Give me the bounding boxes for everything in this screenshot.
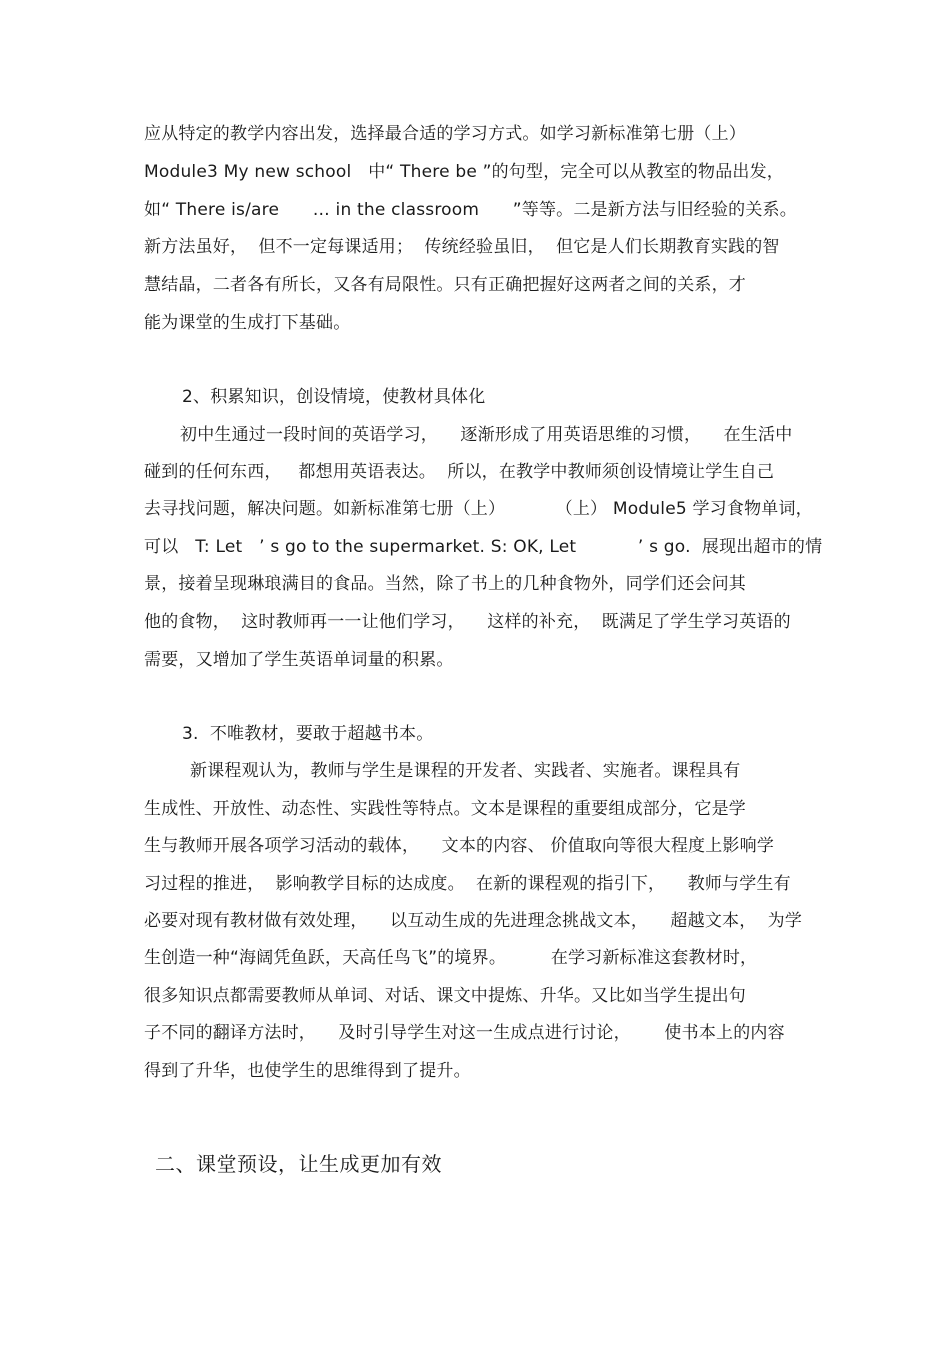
paragraph-line: 必要对现有教材做有效处理， 以互动生成的先进理念挑战文本， 超越文本， 为学: [144, 911, 803, 931]
paragraph-line: 初中生通过一段时间的英语学习， 逐渐形成了用英语思维的习惯， 在生活中: [180, 425, 793, 445]
paragraph-line: 碰到的任何东西， 都想用英语表达。 所以，在教学中教师须创设情境让学生自己: [144, 462, 775, 482]
paragraph-line: 新课程观认为，教师与学生是课程的开发者、实践者、实施者。课程具有: [190, 761, 741, 781]
paragraph-line: Module3 My new school 中“ There be ”的句型，完全可以从教室的物品出发，: [144, 162, 784, 182]
paragraph-line: 子不同的翻译方法时， 及时引导学生对这一生成点进行讨论， 使书本上的内容: [144, 1023, 785, 1043]
paragraph-line: 生成性、开放性、动态性、实践性等特点。文本是课程的重要组成部分，它是学: [144, 799, 746, 819]
paragraph-line: 生创造一种“海阔凭鱼跃，天高任鸟飞”的境界。 在学习新标准这套教材时，: [144, 948, 758, 968]
section-heading: 2、积累知识，创设情境，使教材具体化: [182, 387, 486, 407]
paragraph-line: 得到了升华，也使学生的思维得到了提升。: [144, 1061, 471, 1081]
paragraph-line: 如“ There is/are … in the classroom ”等等。二是新方法与旧经验的关系。: [144, 200, 797, 220]
main-section-heading: 二、课堂预设，让生成更加有效: [155, 1152, 442, 1176]
paragraph-line: 需要，又增加了学生英语单词量的积累。: [144, 650, 454, 670]
paragraph-line: 慧结晶，二者各有所长，又各有局限性。只有正确把握好这两者之间的关系，才: [144, 275, 746, 295]
section-heading: 3. 不唯教材，要敢于超越书本。: [182, 724, 434, 744]
paragraph-line: 可以 T: Let ’ s go to the supermarket. S: OK, Let ’ s go. 展现出超市的情: [144, 537, 823, 557]
paragraph-line: 能为课堂的生成打下基础。: [144, 313, 351, 333]
paragraph-line: 生与教师开展各项学习活动的载体， 文本的内容、 价值取向等很大程度上影响学: [144, 836, 775, 856]
paragraph-line: 很多知识点都需要教师从单词、对话、课文中提炼、升华。又比如当学生提出句: [144, 986, 746, 1006]
paragraph-line: 新方法虽好， 但不一定每课适用； 传统经验虽旧， 但它是人们长期教育实践的智: [144, 237, 780, 257]
paragraph-line: 景，接着呈现琳琅满目的食品。当然，除了书上的几种食物外，同学们还会问其: [144, 574, 746, 594]
paragraph-line: 应从特定的教学内容出发，选择最合适的学习方式。如学习新标准第七册（上）: [144, 124, 746, 144]
paragraph-line: 去寻找问题，解决问题。如新标准第七册（上） （上） Module5 学习食物单词，: [144, 499, 813, 519]
paragraph-line: 他的食物， 这时教师再一一让他们学习， 这样的补充， 既满足了学生学习英语的: [144, 612, 791, 632]
paragraph-line: 习过程的推进， 影响教学目标的达成度。 在新的课程观的指引下， 教师与学生有: [144, 874, 791, 894]
